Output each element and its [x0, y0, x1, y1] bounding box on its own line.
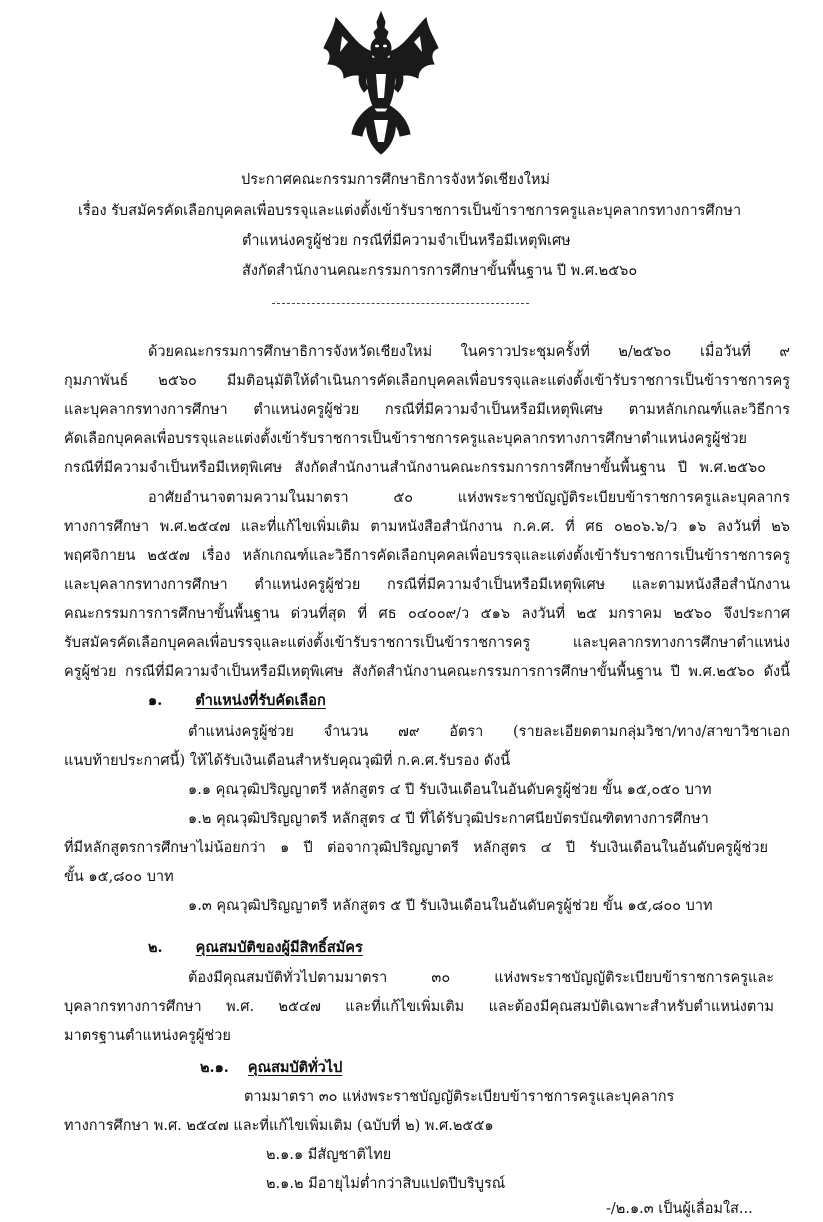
- continued-marker: -/๒.๑.๓ เป็นผู้เลื่อมใส...: [606, 1201, 753, 1217]
- paragraph-2-line-6: รับสมัครคัดเลือกบุคคลเพื่อบรรจุและแต่งตั้งเข้ารับราชการเป็นข้าราชการครู และบุคลากรทางการศึกษาตำแหน่ง: [64, 635, 790, 651]
- section-2-1-text-1: ตามมาตรา ๓๐ แห่งพระราชบัญญัติระเบียบข้าราชการครูและบุคลากร: [244, 1089, 675, 1105]
- subject-line-2: ตำแหน่งครูผู้ช่วย กรณีที่มีความจำเป็นหรือมีเหตุพิเศษ: [242, 233, 571, 249]
- paragraph-1-line-5: กรณีที่มีความจำเป็นหรือมีเหตุพิเศษ สังกัดสำนักงานสำนักงานคณะกรรมการการศึกษาขั้นพื้นฐาน ปี พ.ศ.๒๕๖๐: [64, 460, 766, 476]
- section-2-1-text-2: ทางการศึกษา พ.ศ. ๒๕๔๗ และที่แก้ไขเพิ่มเติม (ฉบับที่ ๒) พ.ศ.๒๕๕๑: [64, 1118, 494, 1134]
- section-1-item-3: ๑.๓ คุณวุฒิปริญญาตรี หลักสูตร ๕ ปี รับเงินเดือนในอันดับครูผู้ช่วย ขั้น ๑๕,๘๐๐ บาท: [188, 898, 713, 914]
- section-1-intro-1: ตำแหน่งครูผู้ช่วย จำนวน ๗๙ อัตรา (รายละเอียดตามกลุ่มวิชา/ทาง/สาขาวิชาเอก: [188, 724, 790, 740]
- paragraph-1-line-1: ด้วยคณะกรรมการศึกษาธิการจังหวัดเชียงใหม่ ในคราวประชุมครั้งที่ ๒/๒๕๖๐ เมื่อวันที่ ๙: [148, 344, 790, 360]
- paragraph-2-line-4: และบุคลากรทางการศึกษา ตำแหน่งครูผู้ช่วย กรณีที่มีความจำเป็นหรือมีเหตุพิเศษ และตามหนังสือสำนักงาน: [64, 577, 790, 593]
- paragraph-2-line-3: พฤศจิกายน ๒๕๕๗ เรื่อง หลักเกณฑ์และวิธีการคัดเลือกบุคคลเพื่อบรรจุและแต่งตั้งเข้ารับราชการเป็นข้าราชการครู: [64, 548, 790, 564]
- section-2-1-heading: [200, 1058, 342, 1078]
- subject-line-1: เรื่อง รับสมัครคัดเลือกบุคคลเพื่อบรรจุและแต่งตั้งเข้ารับราชการเป็นข้าราชการครูและบุคลากรทางการศึกษา: [78, 203, 742, 219]
- paragraph-2-line-1: อาศัยอำนาจตามความในมาตรา ๕๐ แห่งพระราชบัญญัติระเบียบข้าราชการครูและบุคลากร: [148, 490, 790, 506]
- section-1-heading: [148, 691, 326, 711]
- section-2-heading: [148, 938, 363, 958]
- section-1-item-2c: ขั้น ๑๕,๘๐๐ บาท: [64, 869, 174, 885]
- section-1-item-2a: ๑.๒ คุณวุฒิปริญญาตรี หลักสูตร ๔ ปี ที่ได้รับวุฒิประกาศนียบัตรบัณฑิตทางการศึกษา: [188, 811, 709, 827]
- section-2-1-1: ๒.๑.๑ มีสัญชาติไทย: [266, 1147, 392, 1163]
- paragraph-2-line-5: คณะกรรมการการศึกษาขั้นพื้นฐาน ด่วนที่สุด ที่ ศธ ๐๔๐๐๙/ว ๕๑๖ ลงวันที่ ๒๕ มกราคม ๒๕๖๐ จึงประกาศ: [64, 606, 790, 622]
- section-1-title: ตำแหน่งที่รับคัดเลือก: [195, 692, 326, 709]
- section-1-number: ๑.: [148, 692, 163, 709]
- section-2-number: ๒.: [148, 939, 163, 956]
- heading-divider: [272, 303, 529, 304]
- paragraph-2-line-7: ครูผู้ช่วย กรณีที่มีความจำเป็นหรือมีเหตุพิเศษ สังกัดสำนักงานคณะกรรมการการศึกษาขั้นพื้นฐาน ปี พ.ศ.๒๕๖๐ ดังนี้: [64, 664, 790, 680]
- section-2-1-2: ๒.๑.๒ มีอายุไม่ต่ำกว่าสิบแปดปีบริบูรณ์: [266, 1176, 506, 1192]
- section-1-intro-2: แนบท้ายประกาศนี้) ให้ได้รับเงินเดือนสำหรับคุณวุฒิที่ ก.ค.ศ.รับรอง ดังนี้: [64, 753, 511, 769]
- announcement-title: ประกาศคณะกรรมการศึกษาธิการจังหวัดเชียงใหม่: [241, 172, 550, 188]
- subject-line-3: สังกัดสำนักงานคณะกรรมการการศึกษาขั้นพื้นฐาน ปี พ.ศ.๒๕๖๐: [242, 263, 638, 279]
- paragraph-2-line-2: ทางการศึกษา พ.ศ.๒๕๔๗ และที่แก้ไขเพิ่มเติม ตามหนังสือสำนักงาน ก.ค.ศ. ที่ ศธ ๐๒๐๖.๖/ว ๑๖ ลงวันที่ ๒๖: [64, 519, 790, 535]
- garuda-emblem-icon: [318, 8, 444, 158]
- section-2-text-3: มาตรฐานตำแหน่งครูผู้ช่วย: [64, 1028, 231, 1044]
- section-2-1-title: คุณสมบัติทั่วไป: [247, 1059, 343, 1076]
- section-1-item-2b: ที่มีหลักสูตรการศึกษาไม่น้อยกว่า ๑ ปี ต่อจากวุฒิปริญญาตรี หลักสูตร ๔ ปี รับเงินเดือนในอันดับครูผู้ช่วย: [64, 840, 768, 856]
- paragraph-1-line-4: คัดเลือกบุคคลเพื่อบรรจุและแต่งตั้งเข้ารับราชการเป็นข้าราชการครูและบุคลากรทางการศึกษาตำแหน่งครูผู้ช่วย: [64, 431, 747, 447]
- section-2-1-number: ๒.๑.: [200, 1059, 229, 1076]
- section-2-title: คุณสมบัติของผู้มีสิทธิ์สมัคร: [195, 939, 363, 956]
- paragraph-1-line-2: กุมภาพันธ์ ๒๕๖๐ มีมติอนุมัติให้ดำเนินการคัดเลือกบุคคลเพื่อบรรจุและแต่งตั้งเข้ารับราชการเป็นข้าราชการครู: [64, 373, 790, 389]
- section-2-text-2: บุคลากรทางการศึกษา พ.ศ. ๒๕๔๗ และที่แก้ไขเพิ่มเติม และต้องมีคุณสมบัติเฉพาะสำหรับตำแหน่งตาม: [64, 999, 774, 1015]
- section-2-text-1: ต้องมีคุณสมบัติทั่วไปตามมาตรา ๓๐ แห่งพระราชบัญญัติระเบียบข้าราชการครูและ: [188, 970, 774, 986]
- section-1-item-1: ๑.๑ คุณวุฒิปริญญาตรี หลักสูตร ๔ ปี รับเงินเดือนในอันดับครูผู้ช่วย ขั้น ๑๕,๐๕๐ บาท: [188, 782, 712, 798]
- paragraph-1-line-3: และบุคลากรทางการศึกษา ตำแหน่งครูผู้ช่วย กรณีที่มีความจำเป็นหรือมีเหตุพิเศษ ตามหลักเกณฑ์และวิธีการ: [64, 402, 790, 418]
